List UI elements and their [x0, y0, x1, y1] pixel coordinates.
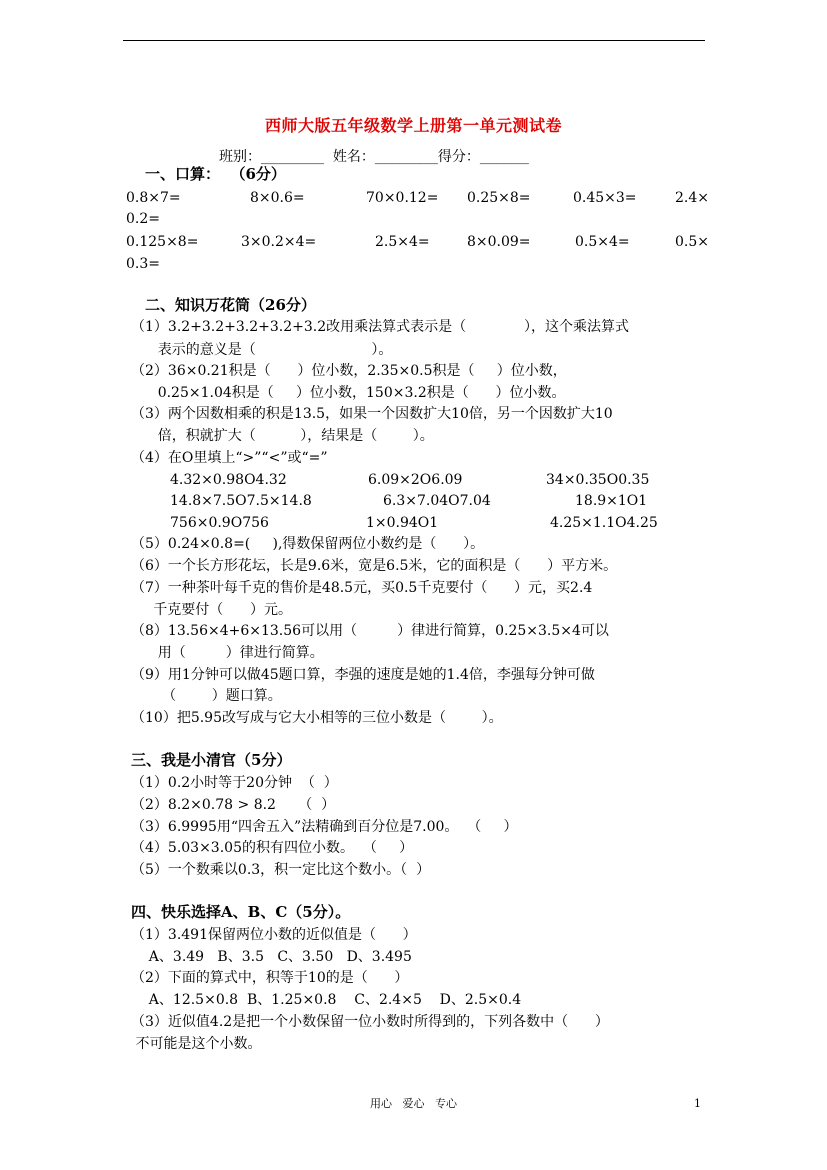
judgement-line: （2）8.2×0.78 > 8.2 （ ）: [131, 797, 336, 813]
question-line: （7）一种茶叶每千克的售价是48.5元，买0.5千克要付（ ）元，买2.4: [131, 580, 593, 596]
compare-item: 1×0.94O1: [366, 515, 439, 531]
choice-line: A、3.49 B、3.5 C、3.50 D、3.495: [131, 949, 412, 965]
compare-item: 34×0.35O0.35: [546, 472, 650, 488]
question-line: （9）用1分钟可以做45题口算，李强的速度是她的1.4倍，李强每分钟可做: [131, 667, 595, 683]
oral-row-1: [126, 189, 716, 207]
question-line: （3）两个因数相乘的积是13.5，如果一个因数扩大10倍，另一个因数扩大10: [131, 406, 613, 422]
judgement-line: （4）5.03×3.05的积有四位小数。 （ ）: [131, 840, 414, 856]
oral-item: 0.25×8=: [467, 190, 531, 206]
question-line: （10）把5.95改写成与它大小相等的三位小数是（ ）。: [131, 710, 503, 726]
question-line: 用（ ）律进行简算。: [131, 645, 324, 661]
compare-item: 756×0.9O756: [170, 515, 269, 531]
choice-line: A、12.5×0.8 B、1.25×0.8 C、2.4×5 D、2.5×0.4: [131, 992, 522, 1008]
oral-item: 2.5×4=: [375, 234, 430, 250]
oral-row-1-wrap: 0.2=: [126, 211, 160, 227]
oral-item: 8×0.09=: [467, 234, 531, 250]
question-line: （4）在O里填上“>”“<”或“=”: [131, 450, 328, 466]
choice-line: （3）近似值4.2是把一个小数保留一位小数时所得到的，下列各数中（ ）: [131, 1014, 609, 1030]
compare-row-1: [126, 471, 716, 489]
student-info-line: 班别：_________ 姓名：_________得分：_______: [219, 149, 529, 165]
question-line: 倍，积就扩大（ ），结果是（ ）。: [131, 428, 434, 444]
compare-item: 4.32×0.98O4.32: [170, 472, 287, 488]
section4-heading: 四、快乐选择A、B、C（5分）。: [131, 903, 351, 921]
oral-item: 0.45×3=: [573, 190, 637, 206]
page-number: 1: [694, 1097, 701, 1110]
compare-item: 6.09×2O6.09: [368, 472, 463, 488]
compare-item: 18.9×1O1: [575, 493, 648, 509]
question-line: （6）一个长方形花坛，长是9.6米，宽是6.5米，它的面积是（ ）平方米。: [131, 558, 618, 574]
oral-item: 2.4×: [675, 190, 709, 206]
section1-heading: 一、口算： （6分）: [145, 165, 286, 183]
oral-row-2-wrap: 0.3=: [126, 256, 160, 272]
oral-item: 0.125×8=: [126, 234, 199, 250]
section3-heading: 三、我是小清官（5分）: [131, 751, 292, 769]
document-title: 西师大版五年级数学上册第一单元测试卷: [264, 116, 562, 135]
question-line: （8）13.56×4+6×13.56可以用（ ）律进行简算，0.25×3.5×4可以: [131, 623, 609, 639]
oral-row-2: [126, 233, 716, 251]
judgement-line: （1）0.2小时等于20分钟 （ ）: [131, 775, 338, 791]
oral-item: 0.8×7=: [126, 190, 181, 206]
oral-item: 0.5×4=: [575, 234, 630, 250]
header-rule: [123, 40, 705, 41]
oral-item: 0.5×: [675, 234, 709, 250]
section2-heading: 二、知识万花筒（26分）: [145, 296, 316, 314]
oral-item: 8×0.6=: [250, 190, 305, 206]
question-line: 千克要付（ ）元。: [131, 602, 292, 618]
compare-item: 4.25×1.1O4.25: [550, 515, 658, 531]
choice-line: （2）下面的算式中，积等于10的是（ ）: [131, 970, 409, 986]
question-line: 表示的意义是（ ）。: [131, 342, 393, 358]
choice-line: 不可能是这个小数。: [131, 1036, 262, 1052]
page-footer: 用心 爱心 专心: [370, 1097, 457, 1110]
question-line: （5）0.24×0.8=( ),得数保留两位小数约是（ ）。: [131, 536, 485, 552]
compare-item: 6.3×7.04O7.04: [383, 493, 491, 509]
oral-item: 70×0.12=: [366, 190, 439, 206]
question-line: （2）36×0.21积是（ ）位小数，2.35×0.5积是（ ）位小数，: [131, 363, 567, 379]
question-line: （1）3.2+3.2+3.2+3.2+3.2改用乘法算式表示是（ ），这个乘法算式: [131, 319, 630, 335]
question-line: 0.25×1.04积是（ ）位小数，150×3.2积是（ ）位小数。: [131, 385, 566, 401]
compare-row-2: [126, 492, 716, 510]
judgement-line: （3）6.9995用“四舍五入”法精确到百分位是7.00。 （ ）: [131, 819, 518, 835]
compare-item: 14.8×7.5O7.5×14.8: [170, 493, 312, 509]
judgement-line: （5）一个数乘以0.3，积一定比这个数小。（ ）: [131, 862, 431, 878]
question-line: （ ）题口算。: [131, 688, 282, 704]
compare-row-3: [126, 514, 716, 532]
choice-line: （1）3.491保留两位小数的近似值是（ ）: [131, 927, 417, 943]
oral-item: 3×0.2×4=: [241, 234, 317, 250]
